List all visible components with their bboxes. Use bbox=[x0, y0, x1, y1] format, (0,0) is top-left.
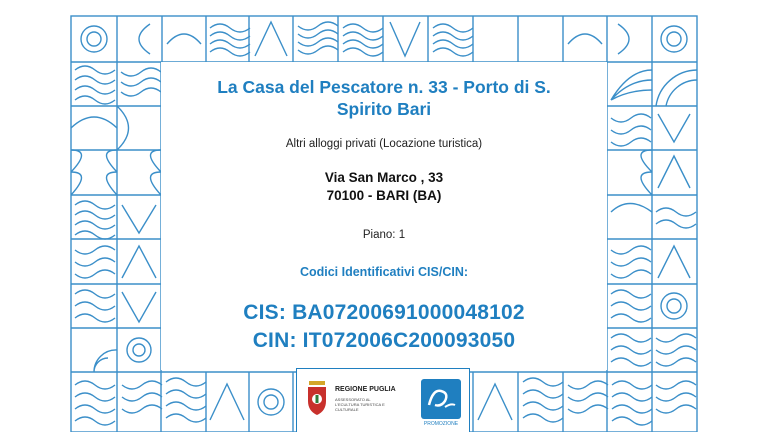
property-title: La Casa del Pescatore n. 33 - Porto di S. Spirito Bari bbox=[217, 77, 551, 119]
puglia-promotion-logo-icon bbox=[419, 377, 463, 421]
cin-code: CIN: IT072006C200093050 bbox=[252, 329, 516, 352]
accommodation-type: Altri alloggi privati (Locazione turistica) bbox=[285, 138, 483, 150]
promotion-label: PROMOZIONE bbox=[423, 421, 459, 427]
codes-heading: Codici Identificativi CIS/CIN: bbox=[299, 265, 469, 279]
region-subtitle: ASSESSORATO AL L'ECULTURA TURISTICA E CULTURALE bbox=[335, 397, 385, 412]
address-street: Via San Marco , 33 bbox=[324, 170, 444, 185]
info-panel bbox=[161, 62, 607, 370]
region-name: REGIONE PUGLIA bbox=[335, 386, 396, 393]
logo-strip bbox=[296, 368, 470, 432]
cis-code: CIS: BA07200691000048102 bbox=[243, 301, 525, 324]
region-crest-icon bbox=[305, 377, 329, 421]
address-city: 70100 - BARI (BA) bbox=[326, 188, 442, 203]
floor-info: Piano: 1 bbox=[362, 229, 406, 241]
